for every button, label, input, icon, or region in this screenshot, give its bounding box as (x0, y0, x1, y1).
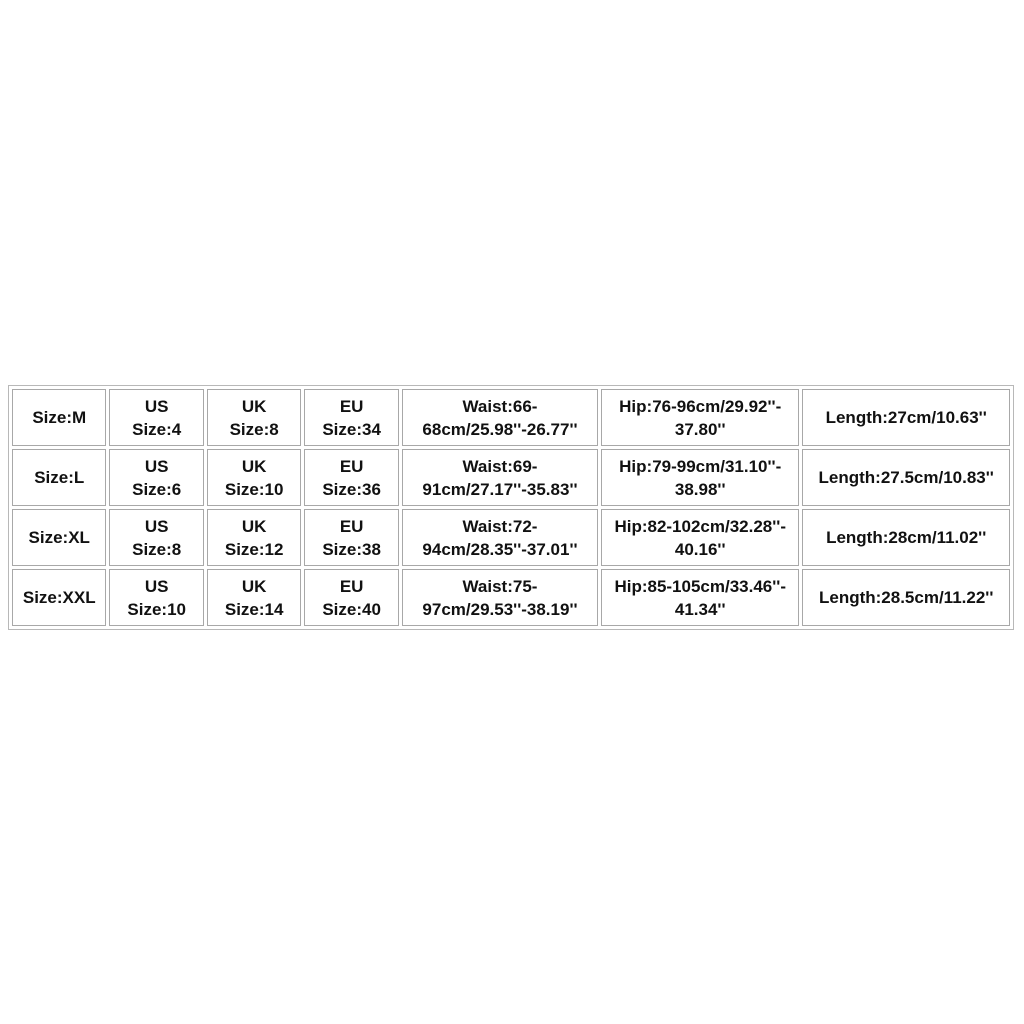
waist-cell: Waist:66- 68cm/25.98''-26.77'' (402, 389, 598, 446)
eu-size-cell: EU Size:34 (304, 389, 398, 446)
eu-size-cell: EU Size:36 (304, 449, 398, 506)
hip-cell: Hip:82-102cm/32.28''- 40.16'' (601, 509, 799, 566)
uk-size-cell: UK Size:12 (207, 509, 301, 566)
size-cell: Size:M (12, 389, 106, 446)
hip-cell: Hip:76-96cm/29.92''- 37.80'' (601, 389, 799, 446)
uk-size-cell: UK Size:8 (207, 389, 301, 446)
size-cell: Size:XXL (12, 569, 106, 626)
size-cell: Size:L (12, 449, 106, 506)
us-size-cell: US Size:6 (109, 449, 203, 506)
table-row (12, 389, 1010, 446)
length-cell: Length:27.5cm/10.83'' (802, 449, 1010, 506)
us-size-cell: US Size:10 (109, 569, 203, 626)
length-cell: Length:28.5cm/11.22'' (802, 569, 1010, 626)
size-cell: Size:XL (12, 509, 106, 566)
size-chart-table (8, 385, 1014, 630)
table-row (12, 449, 1010, 506)
waist-cell: Waist:75- 97cm/29.53''-38.19'' (402, 569, 598, 626)
waist-cell: Waist:72- 94cm/28.35''-37.01'' (402, 509, 598, 566)
hip-cell: Hip:79-99cm/31.10''- 38.98'' (601, 449, 799, 506)
table-row (12, 569, 1010, 626)
hip-cell: Hip:85-105cm/33.46''- 41.34'' (601, 569, 799, 626)
us-size-cell: US Size:8 (109, 509, 203, 566)
eu-size-cell: EU Size:40 (304, 569, 398, 626)
length-cell: Length:28cm/11.02'' (802, 509, 1010, 566)
us-size-cell: US Size:4 (109, 389, 203, 446)
length-cell: Length:27cm/10.63'' (802, 389, 1010, 446)
uk-size-cell: UK Size:10 (207, 449, 301, 506)
waist-cell: Waist:69- 91cm/27.17''-35.83'' (402, 449, 598, 506)
uk-size-cell: UK Size:14 (207, 569, 301, 626)
eu-size-cell: EU Size:38 (304, 509, 398, 566)
table-row (12, 509, 1010, 566)
